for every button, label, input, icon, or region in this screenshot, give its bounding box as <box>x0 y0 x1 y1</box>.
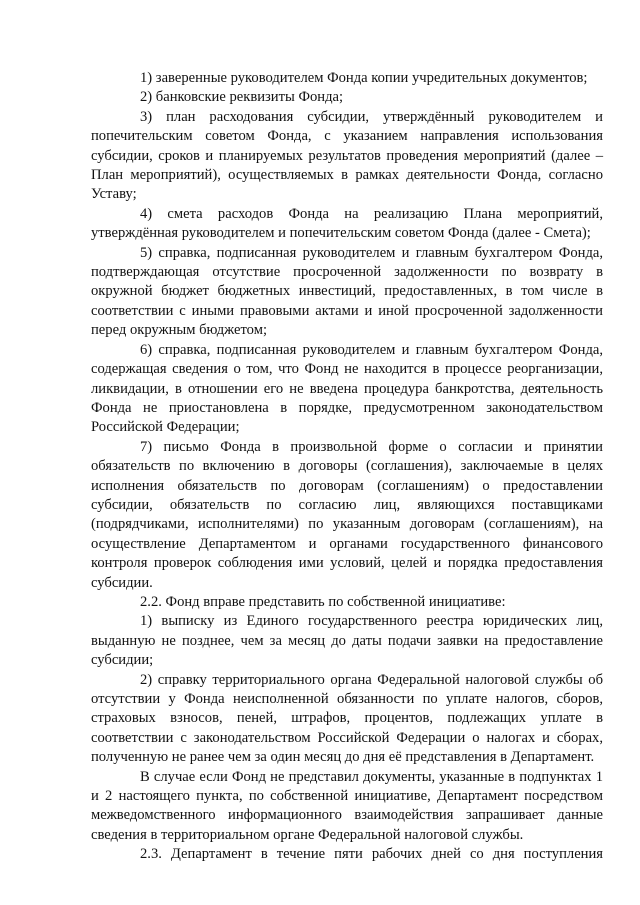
paragraph-clause-2-2: 2.2. Фонд вправе представить по собственной инициативе: <box>140 593 506 610</box>
paragraph-item-7: 7) письмо Фонда в произвольной форме о согласии и принятии обязательств по включению в договоры (соглашения), заключаемые в целях исполнения обязательств по договорам (соглашениям) о предоставлении субсидии, обязательств по согласию лиц, являющихся поставщиками (подрядчиками, исполнителями) по указанным договорам (соглашениям), на осуществление Департаментом и органами государственного финансового контроля проверок соблюдения ими условий, целей и порядка предоставления субсидии. <box>91 438 603 591</box>
paragraph-clause-2-3: 2.3. Департамент в течение пяти рабочих дней со дня поступления <box>140 846 603 863</box>
paragraph-failure-case: В случае если Фонд не представил документы, указанные в подпунктах 1 и 2 настоящего пункта, по собственной инициативе, Департамент посредством межведомственного информационного взаимодействия запрашивает данные сведения в территориальном органе Федеральной налоговой службы. <box>91 768 603 843</box>
paragraph-item-4: 4) смета расходов Фонда на реализацию Плана мероприятий, утверждённая руководителем и попечительским советом Фонда (далее - Смета); <box>91 205 603 242</box>
paragraph-item-3: 3) план расходования субсидии, утверждённый руководителем и попечительским советом Фонда, с указанием направления использования субсидии, сроков и планируемых результатов проведения мероприятий (далее – План мероприятий), осуществляемых в рамках деятельности Фонда, согласно Уставу; <box>91 108 603 203</box>
paragraph-item-6: 6) справка, подписанная руководителем и главным бухгалтером Фонда, содержащая сведения о том, что Фонд не находится в процессе реорганизации, ликвидации, в отношении его не введена процедура банкротства, деятельность Фонда не приостановлена в порядке, предусмотренном законодательством Российской Федерации; <box>91 341 603 436</box>
paragraph-item-5: 5) справка, подписанная руководителем и главным бухгалтером Фонда, подтверждающая отсутствие просроченной задолженности по возврату в окружной бюджет бюджетных инвестиций, предоставленных, в том числе в соответствии с иными правовыми актами и иной просроченной задолженности перед окружным бюджетом; <box>91 244 603 339</box>
paragraph-item-2: 2) банковские реквизиты Фонда; <box>140 89 344 106</box>
document-body <box>91 69 603 865</box>
paragraph-clause-2-2-item-2: 2) справку территориального органа Федеральной налоговой службы об отсутствии у Фонда неисполненной обязанности по уплате налогов, сборов, страховых взносов, пеней, штрафов, процентов, подлежащих уплате в соответствии с законодательством Российской Федерации о налогах и сборах, полученную не ранее чем за один месяц до дня её представления в Департамент. <box>91 671 603 766</box>
paragraph-item-1: 1) заверенные руководителем Фонда копии учредительных документов; <box>140 70 588 86</box>
paragraph-clause-2-2-item-1: 1) выписку из Единого государственного реестра юридических лиц, выданную не позднее, чем за месяц до даты подачи заявки на предоставление субсидии; <box>91 613 603 669</box>
